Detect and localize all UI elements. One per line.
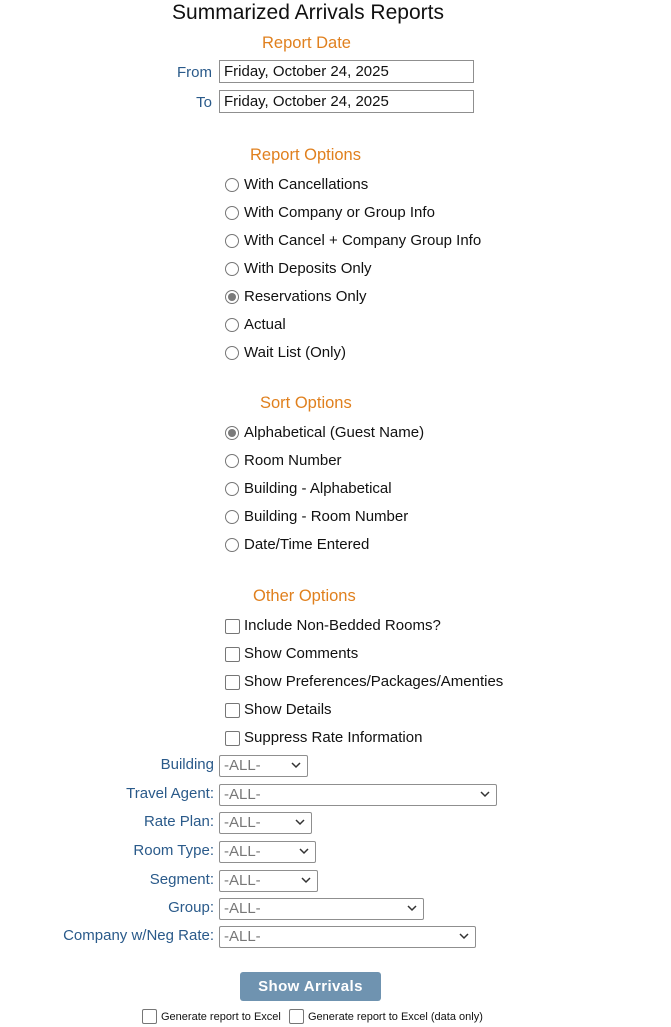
option-building-room-number[interactable] xyxy=(225,507,408,527)
option-label: Show Details xyxy=(244,701,332,718)
generate-excel-data-only-option[interactable] xyxy=(289,1009,483,1024)
checkbox[interactable] xyxy=(225,731,240,746)
chevron-down-icon xyxy=(459,931,469,941)
page-title: Summarized Arrivals Reports xyxy=(172,1,444,24)
report-date-heading: Report Date xyxy=(262,34,351,52)
segment-label: Segment: xyxy=(149,871,214,888)
option-show-comments[interactable] xyxy=(225,644,358,664)
radio-button[interactable] xyxy=(225,510,239,524)
option-with-deposits-only[interactable] xyxy=(225,259,372,279)
option-with-cancellations[interactable] xyxy=(225,175,368,195)
group-select-value: -ALL- xyxy=(224,900,261,917)
checkbox[interactable] xyxy=(225,703,240,718)
option-label: Building - Alphabetical xyxy=(244,480,392,497)
radio-button[interactable] xyxy=(225,206,239,220)
to-date-input[interactable]: Friday, October 24, 2025 xyxy=(219,90,474,113)
radio-button[interactable] xyxy=(225,234,239,248)
radio-button[interactable] xyxy=(225,290,239,304)
rate-plan-label: Rate Plan: xyxy=(143,813,214,830)
travel-agent-select[interactable] xyxy=(219,784,497,806)
generate-excel-option[interactable] xyxy=(142,1009,281,1024)
rate-plan-select-value: -ALL- xyxy=(224,814,261,831)
option-label: Show Comments xyxy=(244,645,359,662)
group-label: Group: xyxy=(168,899,214,916)
company-neg-rate-label: Company w/Neg Rate: xyxy=(63,927,214,944)
company-neg-rate-select[interactable] xyxy=(219,926,476,948)
generate-excel-checkbox[interactable] xyxy=(142,1009,157,1024)
option-date-time-entered[interactable] xyxy=(225,535,369,555)
radio-button[interactable] xyxy=(225,346,239,360)
option-label: Wait List (Only) xyxy=(244,344,346,361)
other-options-heading: Other Options xyxy=(253,587,356,605)
room-type-select[interactable] xyxy=(219,841,316,863)
option-label: With Deposits Only xyxy=(244,260,372,277)
checkbox[interactable] xyxy=(225,647,240,662)
option-label: Reservations Only xyxy=(244,288,367,305)
option-include-non-bedded-rooms[interactable] xyxy=(225,616,441,636)
company-neg-rate-select-value: -ALL- xyxy=(224,928,261,945)
from-date-input[interactable]: Friday, October 24, 2025 xyxy=(219,60,474,83)
option-label: Suppress Rate Information xyxy=(244,729,423,746)
building-select[interactable] xyxy=(219,755,308,777)
sort-options-heading: Sort Options xyxy=(260,394,352,412)
room-type-label: Room Type: xyxy=(133,842,214,859)
option-wait-list-only[interactable] xyxy=(225,343,346,363)
option-label: With Cancellations xyxy=(244,176,369,193)
option-suppress-rate-information[interactable] xyxy=(225,728,422,748)
option-label: Include Non-Bedded Rooms? xyxy=(244,617,441,634)
option-label: Actual xyxy=(244,316,286,333)
building-select-value: -ALL- xyxy=(224,757,261,774)
radio-button[interactable] xyxy=(225,538,239,552)
option-with-company-or-group-info[interactable] xyxy=(225,203,435,223)
chevron-down-icon xyxy=(301,875,311,885)
option-label: Date/Time Entered xyxy=(244,536,370,553)
checkbox[interactable] xyxy=(225,619,240,634)
segment-select-value: -ALL- xyxy=(224,872,261,889)
option-building-alphabetical[interactable] xyxy=(225,479,392,499)
chevron-down-icon xyxy=(407,903,417,913)
travel-agent-label: Travel Agent: xyxy=(126,785,214,802)
group-select[interactable] xyxy=(219,898,424,920)
option-label: Room Number xyxy=(244,452,342,469)
chevron-down-icon xyxy=(299,846,309,856)
room-type-select-value: -ALL- xyxy=(224,843,261,860)
chevron-down-icon xyxy=(295,817,305,827)
option-alphabetical-guest-name[interactable] xyxy=(225,423,424,443)
option-label: With Company or Group Info xyxy=(244,204,435,221)
radio-button[interactable] xyxy=(225,454,239,468)
travel-agent-select-value: -ALL- xyxy=(224,786,261,803)
radio-button[interactable] xyxy=(225,482,239,496)
radio-button[interactable] xyxy=(225,262,239,276)
radio-button[interactable] xyxy=(225,426,239,440)
option-reservations-only[interactable] xyxy=(225,287,367,307)
checkbox[interactable] xyxy=(225,675,240,690)
chevron-down-icon xyxy=(291,760,301,770)
generate-excel-label: Generate report to Excel xyxy=(161,1010,281,1023)
building-label: Building xyxy=(160,756,214,773)
option-label: Show Preferences/Packages/Amenties xyxy=(244,673,504,690)
show-arrivals-button[interactable]: Show Arrivals xyxy=(240,972,381,1001)
option-show-preferences-packages-amenties[interactable] xyxy=(225,672,503,692)
to-label: To xyxy=(196,94,212,111)
option-show-details[interactable] xyxy=(225,700,332,720)
generate-excel-data-only-checkbox[interactable] xyxy=(289,1009,304,1024)
option-room-number[interactable] xyxy=(225,451,342,471)
report-options-heading: Report Options xyxy=(250,146,361,164)
radio-button[interactable] xyxy=(225,318,239,332)
chevron-down-icon xyxy=(480,789,490,799)
option-label: With Cancel + Company Group Info xyxy=(244,232,482,249)
segment-select[interactable] xyxy=(219,870,318,892)
generate-excel-data-only-label: Generate report to Excel (data only) xyxy=(308,1010,483,1023)
radio-button[interactable] xyxy=(225,178,239,192)
option-with-cancel-company-group-info[interactable] xyxy=(225,231,481,251)
rate-plan-select[interactable] xyxy=(219,812,312,834)
option-label: Alphabetical (Guest Name) xyxy=(244,424,425,441)
from-label: From xyxy=(177,64,212,81)
option-label: Building - Room Number xyxy=(244,508,409,525)
option-actual[interactable] xyxy=(225,315,286,335)
